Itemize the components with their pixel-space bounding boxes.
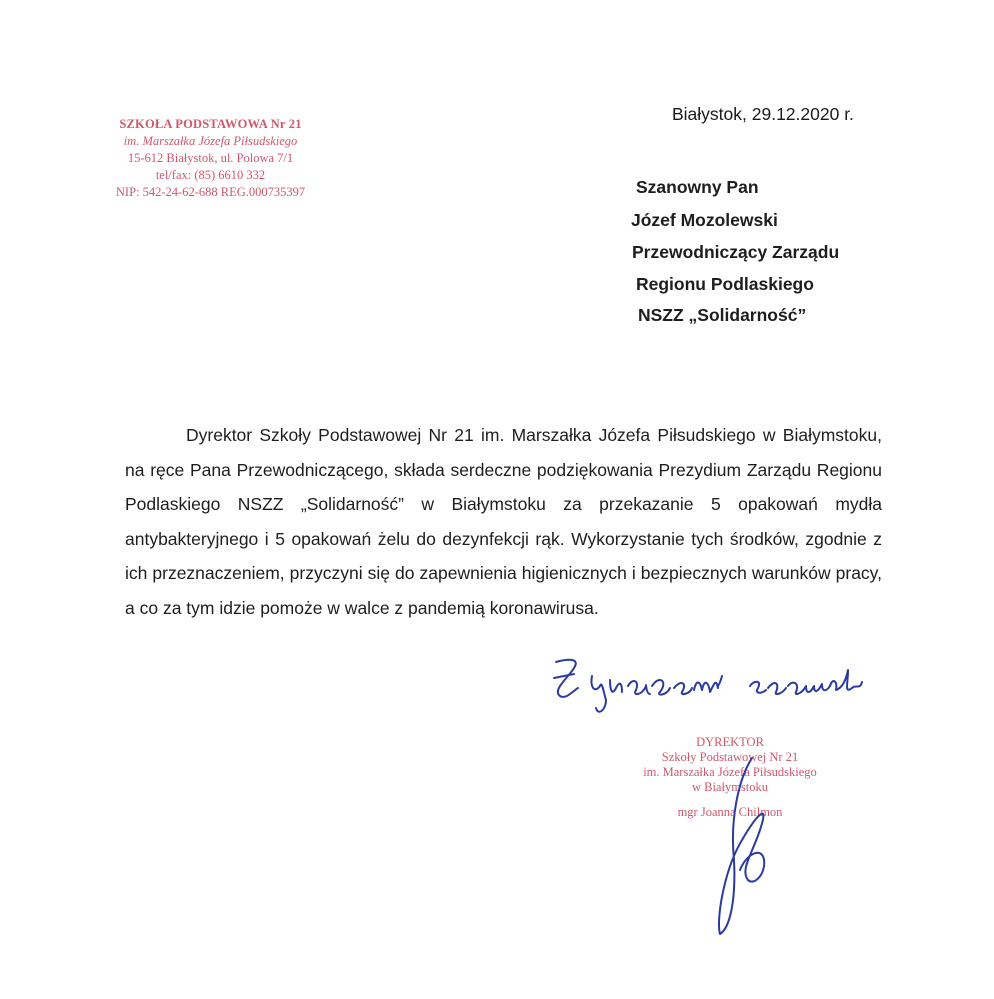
director-name: mgr Joanna Chilmon xyxy=(677,805,783,819)
director-title: DYREKTOR xyxy=(696,735,764,749)
recipient-name: Józef Mozolewski xyxy=(631,210,778,230)
recipient-salutation: Szanowny Pan xyxy=(636,177,759,197)
recipient-position: Przewodniczący Zarządu xyxy=(632,242,840,262)
stamp-registry: NIP: 542-24-62-688 REG.000735397 xyxy=(115,185,306,199)
recipient-organization: NSZZ „Solidarność” xyxy=(638,305,807,325)
stamp-address: 15-612 Białystok, ul. Polowa 7/1 xyxy=(127,151,294,165)
letter-body: Dyrektor Szkoły Podstawowej Nr 21 im. Marszałka Józefa Piłsudskiego w Białymstoku, na ręce Pana Przewodniczącego, składa serdeczne podziękowania Prezydium Zarządu Regionu Podlaskiego NSZZ „Solidarność” w Białymstoku za przekazanie 5 opakowań mydła antybakteryjnego i 5 opakowań żelu do dezynfekcji rąk. Wykorzystanie tych środków, zgodnie z ich przeznaczeniem, przyczyni się do zapewnienia higienicznych i bezpiecznych warunków pracy, a co za tym idzie pomoże w walce z pandemią koronawirusa. xyxy=(125,425,882,618)
stamp-school-name: SZKOŁA PODSTAWOWA Nr 21 xyxy=(119,117,302,131)
recipient-region: Regionu Podlaskiego xyxy=(636,274,814,294)
director-patron: im. Marszałka Józefa Piłsudskiego xyxy=(643,765,817,779)
director-signature xyxy=(690,750,790,940)
stamp-phone: tel/fax: (85) 6610 332 xyxy=(155,168,266,182)
place-date: Białystok, 29.12.2020 r. xyxy=(672,104,854,124)
handwritten-closing xyxy=(540,650,880,730)
school-header-stamp xyxy=(88,116,333,201)
director-city: w Białymstoku xyxy=(691,780,769,794)
director-school: Szkoły Podstawowej Nr 21 xyxy=(661,750,799,764)
stamp-school-patron: im. Marszałka Józefa Piłsudskiego xyxy=(123,134,298,148)
